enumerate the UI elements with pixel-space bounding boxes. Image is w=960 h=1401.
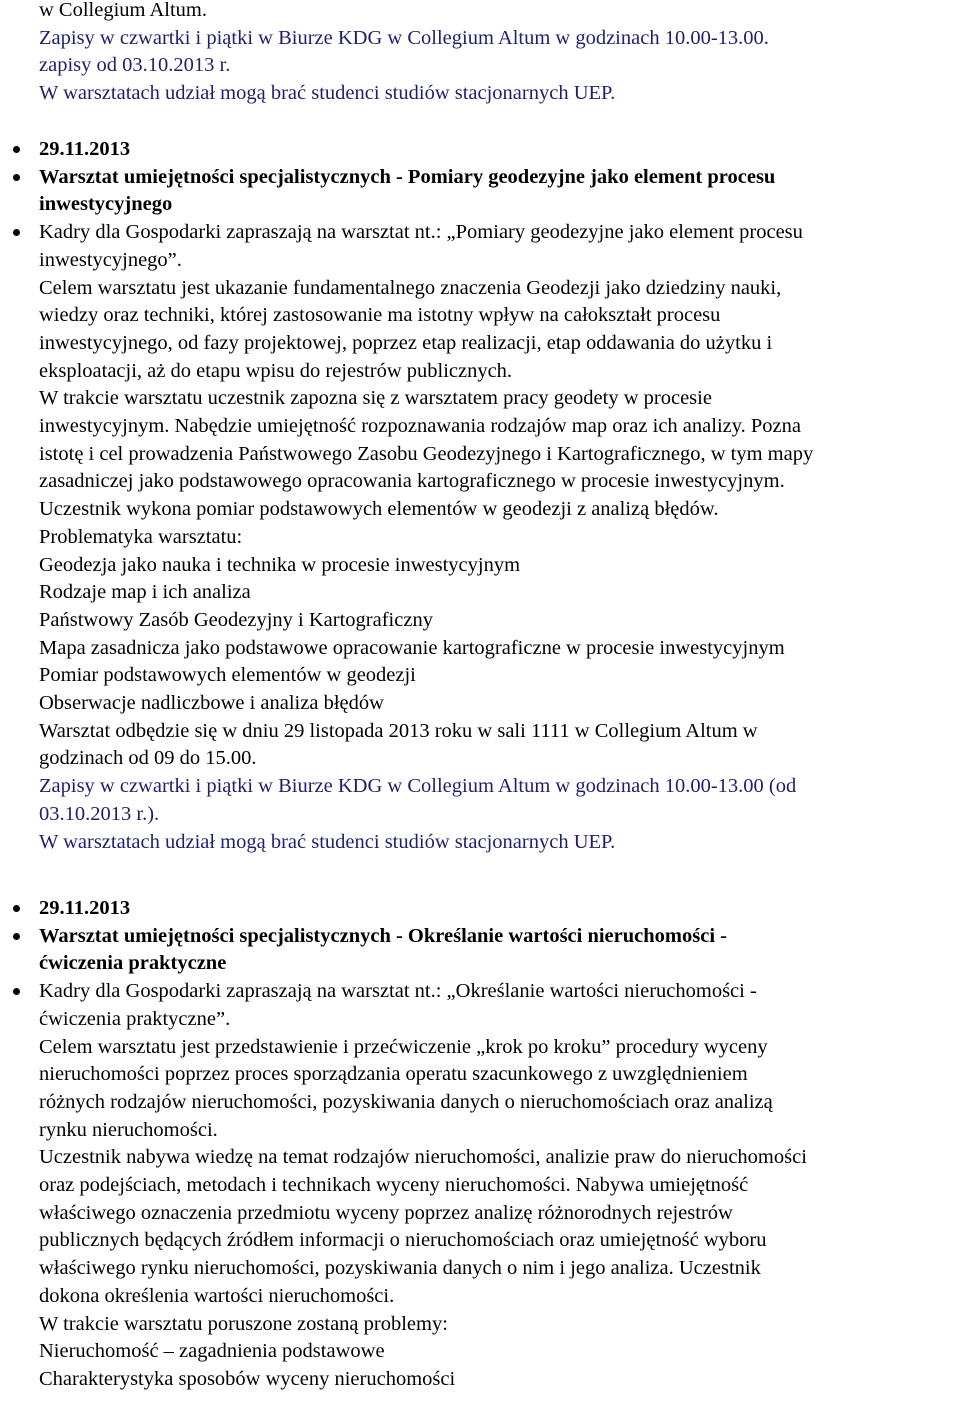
title-line: Warsztat umiejętności specjalistycznych - Określanie wartości nieruchomości - [39, 924, 727, 947]
body-line: Geodezja jako nauka i technika w procesie inwestycyjnym [39, 553, 521, 576]
body-line: właściwego oznaczenia przedmiotu wyceny poprzez analizę różnorodnych rejestrów [39, 1201, 733, 1224]
body-line: inwestycyjnego, od fazy projektowej, poprzez etap realizacji, etap oddawania do użytku i [39, 331, 773, 354]
invite-line: inwestycyjnego”. [39, 248, 182, 271]
body-line: W warsztatach udział mogą brać studenci studiów stacjonarnych UEP. [39, 830, 616, 853]
workshop-2-title [39, 923, 957, 978]
workshop-1-title [39, 164, 957, 219]
body-line: właściwego rynku nieruchomości, pozyskiwania danych o nim i jego analiza. Uczestnik [39, 1257, 761, 1280]
body-line: Mapa zasadnicza jako podstawowe opracowanie kartograficzne w procesie inwestycyjnym [39, 636, 785, 659]
body-line: Zapisy w czwartki i piątki w Biurze KDG w Collegium Altum w godzinach 10.00-13.00 (od [39, 775, 797, 798]
body-line: Celem warsztatu jest ukazanie fundamentalnego znaczenia Geodezji jako dziedziny nauki, [39, 276, 782, 299]
body-line: dokona określenia wartości nieruchomości. [39, 1284, 395, 1307]
workshop-1-invite [39, 219, 957, 274]
workshop-1-date [39, 136, 957, 164]
body-line: 03.10.2013 r.). [39, 802, 160, 825]
workshop-date: 29.11.2013 [39, 138, 131, 160]
body-line: oraz podejściach, metodach i technikach wyceny nieruchomości. Nabywa umiejętność [39, 1174, 749, 1197]
workshop-2-body [39, 1034, 957, 1394]
intro-line: w Collegium Altum. [39, 0, 207, 21]
body-line: Państwowy Zasób Geodezyjny i Kartograficzny [39, 608, 433, 631]
workshop-2-invite [39, 978, 957, 1033]
title-line: inwestycyjnego [39, 193, 173, 216]
title-line: Warsztat umiejętności specjalistycznych - Pomiary geodezyjne jako element procesu [39, 165, 776, 188]
body-line: eksploatacji, aż do etapu wpisu do rejestrów publicznych. [39, 359, 513, 382]
body-line: różnych rodzajów nieruchomości, pozyskiwania danych o nieruchomościach oraz analizą [39, 1090, 773, 1113]
body-line: godzinach od 09 do 15.00. [39, 747, 257, 770]
body-line: Pomiar podstawowych elementów w geodezji [39, 664, 416, 687]
workshop-1-body [39, 275, 957, 857]
workshop-1 [39, 136, 957, 856]
body-line: Warsztat odbędzie się w dniu 29 listopada 2013 roku w sali 1111 w Collegium Altum w [39, 719, 758, 742]
body-line: Celem warsztatu jest przedstawienie i przećwiczenie „krok po kroku” procedury wyceny [39, 1035, 768, 1058]
body-line: zasadniczej jako podstawowego opracowania kartograficznego w procesie inwestycyjnym. [39, 470, 785, 493]
intro-line: Zapisy w czwartki i piątki w Biurze KDG w Collegium Altum w godzinach 10.00-13.00. [39, 26, 769, 49]
body-line: Nieruchomość – zagadnienia podstawowe [39, 1340, 385, 1363]
body-line: W trakcie warsztatu poruszone zostaną problemy: [39, 1312, 448, 1335]
title-line: ćwiczenia praktyczne [39, 952, 227, 975]
workshop-date: 29.11.2013 [39, 897, 131, 919]
body-line: rynku nieruchomości. [39, 1118, 218, 1141]
body-line: Uczestnik wykona pomiar podstawowych elementów w geodezji z analizą błędów. [39, 498, 719, 521]
body-line: Obserwacje nadliczbowe i analiza błędów [39, 692, 384, 715]
invite-line: ćwiczenia praktyczne”. [39, 1007, 231, 1030]
body-line: Uczestnik nabywa wiedzę na temat rodzajów nieruchomości, analizie praw do nieruchomości [39, 1146, 807, 1169]
body-line: W trakcie warsztatu uczestnik zapozna się z warsztatem pracy geodety w procesie [39, 387, 712, 410]
body-line: nieruchomości poprzez proces sporządzania operatu szacunkowego z uwzględnieniem [39, 1063, 748, 1086]
body-line: Problematyka warsztatu: [39, 525, 243, 548]
body-line: istotę i cel prowadzenia Państwowego Zasobu Geodezyjnego i Kartograficznego, w tym mapy [39, 442, 814, 465]
body-line: publicznych będących źródłem informacji o nieruchomościach oraz umiejętność wyboru [39, 1229, 767, 1252]
invite-line: Kadry dla Gospodarki zapraszają na warsztat nt.: „Określanie wartości nieruchomości - [39, 980, 757, 1003]
intro-line: W warsztatach udział mogą brać studenci studiów stacjonarnych UEP. [39, 82, 616, 105]
body-line: wiedzy oraz techniki, której zastosowanie ma istotny wpływ na całokształt procesu [39, 304, 721, 327]
body-line: inwestycyjnym. Nabędzie umiejętność rozpoznawania rodzajów map oraz ich analizy. Pozna [39, 415, 802, 438]
body-line: Charakterystyka sposobów wyceny nieruchomości [39, 1367, 456, 1390]
invite-line: Kadry dla Gospodarki zapraszają na warsztat nt.: „Pomiary geodezyjne jako element procesu [39, 221, 803, 244]
intro-section [39, 0, 957, 108]
workshop-2-date [39, 895, 957, 923]
intro-line: zapisy od 03.10.2013 r. [39, 54, 231, 77]
workshop-2 [39, 895, 957, 1394]
body-line: Rodzaje map i ich analiza [39, 581, 251, 604]
